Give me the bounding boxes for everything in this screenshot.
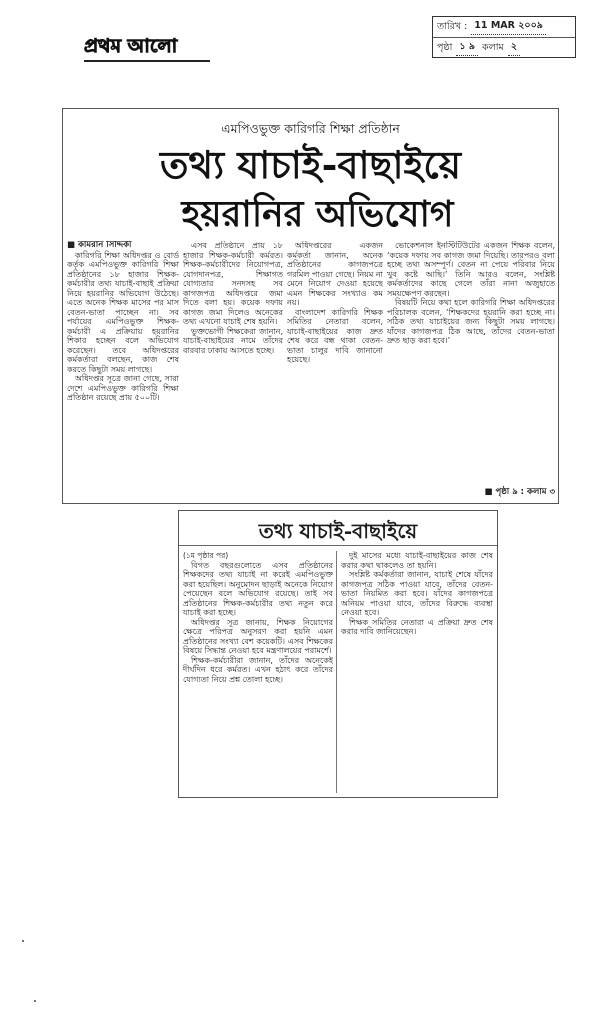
- clipping-date-stamp: [432, 16, 576, 58]
- article-column-1: [67, 241, 179, 485]
- byline: ■ কামরান সিদ্দিকী: [67, 241, 132, 250]
- article-kicker: এমপিওভুক্ত কারিগরি শিক্ষা প্রতিষ্ঠান: [221, 121, 400, 136]
- scan-speck: [22, 940, 24, 942]
- article-column-4: [387, 241, 555, 485]
- continuation-headline: [179, 517, 497, 546]
- article-paragraph: শিক্ষক-কর্মচারীরা জানান, তাঁদের অনেকেই দীর্ঘদিন ধরে কর্মরত। এখন হঠাৎ করে তাঁদের যোগ্যতা নিয়ে প্রশ্ন তোলা হচ্ছে।: [183, 655, 333, 684]
- article-paragraph: অধিদপ্তর সূত্রে জানা গেছে, সারা দেশে এমপিওভুক্ত কারিগরি শিক্ষা প্রতিষ্ঠান রয়েছে প্রায় ৫০০টি।: [67, 374, 179, 402]
- scan-speck: [34, 1000, 36, 1002]
- article-paragraph: শিক্ষক সমিতির নেতারা এ প্রক্রিয়া দ্রুত শেষ করার দাবি জানিয়েছেন।: [341, 617, 493, 636]
- headline-line-1: [63, 141, 558, 189]
- column-divider: [336, 551, 337, 793]
- stamp-date-row: [433, 17, 575, 38]
- article-paragraph: সংশ্লিষ্ট কর্মকর্তারা জানান, যাচাই শেষে যাঁদের কাগজপত্র সঠিক পাওয়া যাবে, তাঁদের বেতন-ভাতা নিয়মিত করা হবে। যাঁদের কাগজপত্রে অনিয়ম পাওয়া যাবে, তাঁদের বিরুদ্ধে ব্যবস্থা নেওয়া হবে।: [341, 570, 493, 617]
- continuation-column-2: [341, 551, 493, 717]
- article-paragraph: অধিদপ্তর সূত্র জানায়, শিক্ষক নিয়োগের ক্ষেত্রে পরিপত্র অনুসরণ করা হয়নি এমন প্রতিষ্ঠানের সংখ্যা বেশ কয়েকটি। এসব শিক্ষকের বিষয়ে সিদ্ধান্ত নেওয়া হবে মন্ত্রণালয়ের পরামর্শে।: [183, 617, 333, 655]
- continuation-clipping: [178, 510, 498, 798]
- stamp-date-value: 11 MAR ২০০৯: [471, 19, 546, 35]
- article-paragraph: বাংলাদেশ কারিগরি শিক্ষক সমিতির নেতারা বলেন, যাচাই-বাছাইয়ের কাজ দ্রুত শেষ করে বন্ধ থাকা বেতন-ভাতা চালুর দাবি জানানো হয়েছে।: [287, 307, 383, 364]
- headline-line-2: [63, 191, 558, 237]
- stamp-page-label: পৃষ্ঠা: [437, 41, 453, 53]
- stamp-column-label: কলাম: [482, 41, 504, 53]
- article-paragraph: এসব প্রতিষ্ঠানে প্রায় ১৮ হাজার শিক্ষক-কর্মচারী কর্মরত। শিক্ষক-কর্মচারীদের নিয়োগপত্র, যোগদানপত্র, শিক্ষাগত যোগ্যতার সনদসহ সব কাগজপত্র অধিদপ্তরে জমা দিতে বলা হয়। কয়েক দফায় কাগজ জমা দিলেও অনেকের তথ্য এখনো যাচাই শেষ হয়নি।: [183, 241, 283, 326]
- article-paragraph: বিগত বছরগুলোতে এসব প্রতিষ্ঠানের শিক্ষকদের তথ্য যাচাই না করেই এমপিওভুক্ত করা হয়েছিল। অনুমোদন ছাড়াই অনেকে নিয়োগ পেয়েছেন বলে অভিযোগ রয়েছে। তাই সব প্রতিষ্ঠানের শিক্ষক-কর্মচারীর তথ্য নতুন করে যাচাই করা হচ্ছে।: [183, 560, 333, 617]
- article-column-3: [287, 241, 383, 485]
- stamp-page-value: ১ ৯: [456, 40, 478, 56]
- newspaper-logo-text: প্রথম আলো: [84, 35, 178, 57]
- newspaper-logo: [84, 34, 210, 62]
- headline-line-2-text: হয়রানির অভিযোগ: [181, 193, 454, 235]
- article-paragraph: কারিগরি শিক্ষা অধিদপ্তর ও বোর্ড কর্তৃক এমপিওভুক্ত কারিগরি শিক্ষা প্রতিষ্ঠানের ১৮ হাজার শিক্ষক-কর্মচারীর তথ্য যাচাই-বাছাই প্রক্রিয়া নিয়ে হয়রানির অভিযোগ উঠেছে। এতে অনেক শিক্ষক মাসের পর মাস বেতন-ভাতা পাচ্ছেন না। সব পর্যায়ের এমপিওভুক্ত শিক্ষক-কর্মচারী এ প্রক্রিয়ায় হয়রানির শিকার হচ্ছেন বলে অভিযোগ করেছেন। তবে অধিদপ্তরের কর্মকর্তারা বলছেন, কাজ শেষ করতে কিছুটা সময় লাগছে।: [67, 250, 179, 374]
- article-paragraph: ভুক্তভোগী শিক্ষকেরা জানান, যাচাই-বাছাইয়ের নামে তাঁদের বারবার ঢাকায় আসতে হচ্ছে।: [183, 326, 283, 355]
- continued-on-page-note: ■ পৃষ্ঠা ৯ : কলাম ৩: [484, 487, 555, 497]
- article-paragraph: বিষয়টি নিয়ে কথা হলে কারিগরি শিক্ষা অধিদপ্তরের পরিচালক বলেন, ‘শিক্ষকদের হয়রানি করা হচ্ছে না। সঠিক তথ্য যাচাইয়ের জন্য কিছুটা সময় লাগছে। যাঁদের কাগজপত্র ঠিক আছে, তাঁদের বেতন-ভাতা দ্রুত ছাড় করা হবে।’: [387, 298, 555, 345]
- stamp-column-value: ২: [508, 40, 520, 56]
- article-paragraph: দুই মাসের মধ্যে যাচাই-বাছাইয়ের কাজ শেষ করার কথা থাকলেও তা হয়নি।: [341, 551, 493, 570]
- headline-line-1-text: তথ্য যাচাই-বাছাইয়ে: [160, 142, 461, 187]
- article-column-2: [183, 241, 283, 485]
- stamp-date-label: তারিখ :: [437, 20, 468, 32]
- article-paragraph: ভোকেশনাল ইনস্টিটিউটের একজন শিক্ষক বলেন, ‘কয়েক দফায় সব কাগজ জমা দিয়েছি। তারপরও বলা হচ্ছে তথ্য অসম্পূর্ণ। বেতন না পেয়ে পরিবার নিয়ে খুব কষ্টে আছি।’ তিনি আরও বলেন, সংশ্লিষ্ট কর্মকর্তাদের কাছে গেলে তাঁরা নানা অজুহাতে সময়ক্ষেপণ করছেন।: [387, 241, 555, 298]
- stamp-page-row: [433, 38, 575, 58]
- continuation-headline-text: তথ্য যাচাই-বাছাইয়ে: [258, 519, 418, 543]
- continuation-column-1: [183, 551, 333, 793]
- continued-from-note: (১ম পৃষ্ঠার পর): [183, 551, 229, 560]
- main-article-clipping: [62, 108, 559, 504]
- article-paragraph: অধিদপ্তরের একজন কর্মকর্তা জানান, অনেক প্রতিষ্ঠানের কাগজপত্রে গরমিল পাওয়া গেছে। নিয়ম না মেনে নিয়োগ দেওয়া হয়েছে এমন শিক্ষকের সংখ্যাও কম নয়।: [287, 241, 383, 307]
